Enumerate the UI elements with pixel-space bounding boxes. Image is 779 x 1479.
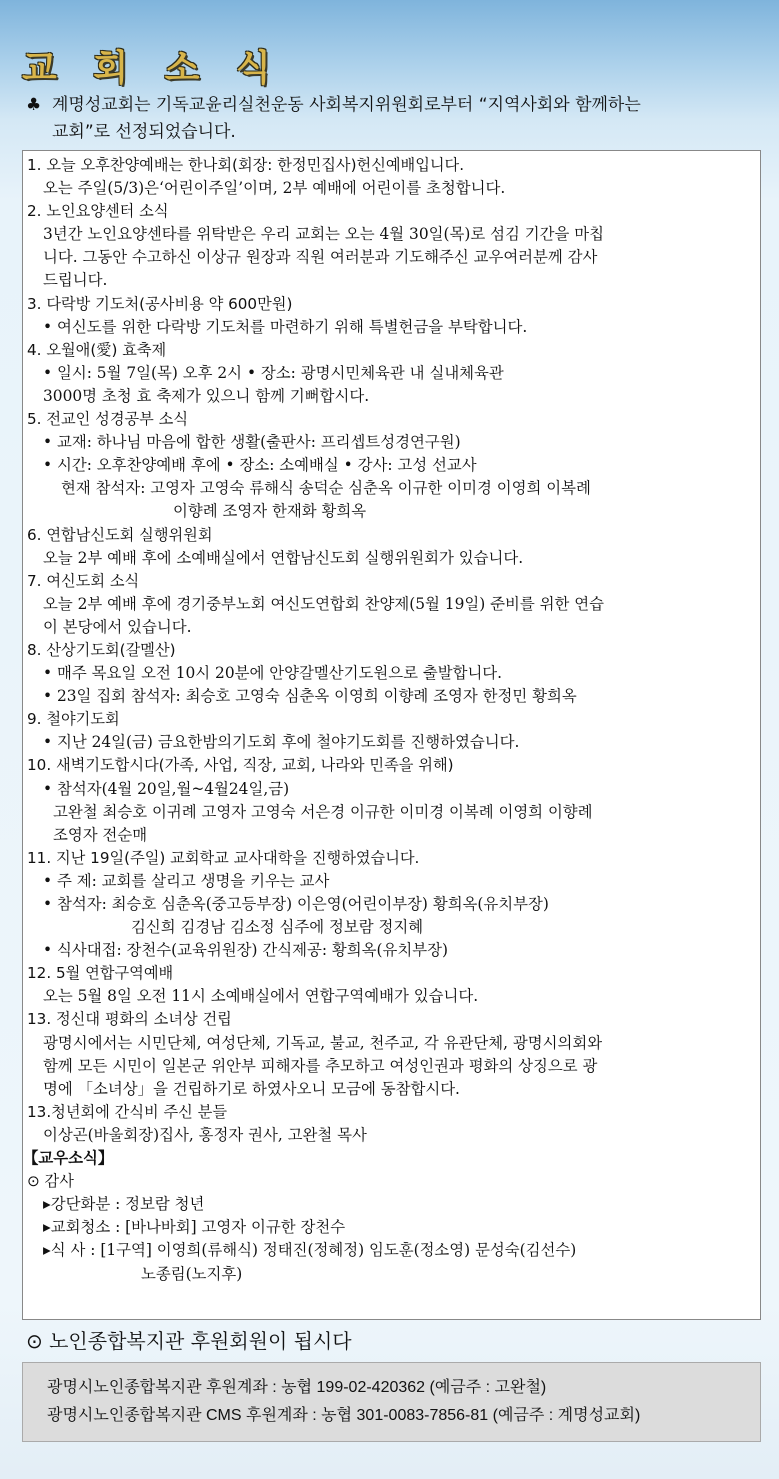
news-item-11-text: • 참석자: 최승호 심춘옥(중고등부장) 이은영(어린이부장) 황희옥(유치부장) — [43, 895, 549, 913]
thanks-item: ▸교회청소 : [바나바회] 고영자 이규한 장천수 — [43, 1218, 346, 1237]
news-item-5-text: 현재 참석자: 고영자 고영숙 류해식 송덕순 심춘옥 이규한 이미경 이영희 이복례 — [61, 479, 591, 498]
news-item-5-title: 5. 전교인 성경공부 소식 — [27, 410, 189, 429]
news-item-10-text: • 참석자(4월 20일,월~4월24일,금) — [43, 779, 290, 798]
intro-line-1: 계명성교회는 기독교윤리실천운동 사회복지위원회로부터 “지역사회와 함께하는 — [52, 95, 641, 115]
news-item-4-text: 3000명 초청 효 축제가 있으니 함께 기뻐합시다. — [43, 386, 370, 405]
news-item-8-title: 8. 산상기도회(갈멜산) — [27, 640, 176, 659]
news-item-11-text: 김신희 김경남 김소정 심주에 정보람 정지혜 — [131, 918, 424, 937]
member-news-heading: 【교우소식】 — [23, 1149, 114, 1168]
news-item-2-title: 2. 노인요양센터 소식 — [27, 202, 169, 221]
news-box — [22, 150, 761, 1320]
news-item-8-text: • 23일 집회 참석자: 최승호 고영숙 심춘옥 이영희 이향례 조영자 한정민 황희옥 — [43, 687, 577, 706]
news-item-11-title: 11. 지난 19일(주일) 교회학교 교사대학을 진행하였습니다. — [27, 848, 420, 867]
thanks-item: 노종림(노지후) — [141, 1264, 243, 1283]
news-item-9-text: • 지난 24일(금) 금요한밤의기도회 후에 철야기도회를 진행하였습니다. — [43, 733, 520, 752]
account-box — [22, 1362, 761, 1442]
support-heading: ⊙ 노인종합복지관 후원회원이 됩시다 — [26, 1329, 352, 1353]
news-item-11-text: • 식사대접: 장천수(교육위원장) 간식제공: 황희옥(유치부장) — [43, 941, 448, 960]
thanks-item: ▸식 사 : [1구역] 이영희(류해식) 정태진(정혜정) 임도훈(정소영) 문성숙(김선수) — [43, 1241, 577, 1260]
account-line-1: 광명시노인종합복지관 후원계좌 : 농협 199-02-420362 (예금주 : 고완철) — [47, 1379, 547, 1396]
club-icon: ♣ — [26, 95, 42, 115]
news-item-2-text: 드립니다. — [43, 271, 108, 290]
news-item-10-text: 고완철 최승호 이귀례 고영자 고영숙 서은경 이규한 이미경 이복례 이영희 이향례 — [53, 802, 593, 821]
intro-notice — [26, 92, 771, 146]
news-item-13-title: 13. 정신대 평화의 소녀상 건립 — [27, 1010, 232, 1029]
page-title: 교 회 소 식 — [22, 47, 283, 89]
news-item-6-text: 오늘 2부 예배 후에 소예배실에서 연합남신도회 실행위원회가 있습니다. — [43, 548, 524, 567]
news-item-10-text: 조영자 전순매 — [53, 825, 148, 844]
news-item-5-text: • 교재: 하나님 마음에 합한 생활(출판사: 프리셉트성경연구원) — [43, 433, 461, 452]
news-item-1-title: 1. 오늘 오후찬양예배는 한나회(회장: 한정민집사)헌신예배입니다. — [27, 156, 465, 174]
news-item-11-text: • 주 제: 교회를 살리고 생명을 키우는 교사 — [43, 871, 330, 890]
news-item-6-title: 6. 연합남신도회 실행위원회 — [27, 525, 213, 544]
news-item-5-text: 이향례 조영자 한재화 황희옥 — [173, 502, 367, 521]
news-item-5-text: • 시간: 오후찬양예배 후에 • 장소: 소예배실 • 강사: 고성 선교사 — [43, 456, 477, 475]
news-item-14-text: 이상곤(바울회장)집사, 홍정자 권사, 고완철 목사 — [43, 1125, 367, 1144]
news-item-2-text: 니다. 그동안 수고하신 이상규 원장과 직원 여러분과 기도해주신 교우여러분께 감사 — [43, 248, 598, 267]
news-item-4-title: 4. 오월애(愛) 효축제 — [27, 340, 167, 359]
news-item-7-text: 오늘 2부 예배 후에 경기중부노회 여신도연합회 찬양제(5월 19일) 준비를 위한 연습 — [43, 594, 604, 613]
intro-line-2: 교회”로 선정되었습니다. — [52, 122, 236, 142]
news-item-3-title: 3. 다락방 기도처(공사비용 약 600만원) — [27, 294, 293, 313]
news-item-12-text: 오는 5월 8일 오전 11시 소예배실에서 연합구역예배가 있습니다. — [43, 987, 479, 1006]
news-item-13-text: 명에 「소녀상」을 건립하기로 하였사오니 모금에 동참합시다. — [43, 1079, 460, 1098]
news-item-7-title: 7. 여신도회 소식 — [27, 571, 140, 590]
news-item-13-text: 광명시에서는 시민단체, 여성단체, 기독교, 불교, 천주교, 각 유관단체, 광명시의회와 — [43, 1033, 603, 1052]
news-item-3-text: • 여신도를 위한 다락방 기도처를 마련하기 위해 특별헌금을 부탁합니다. — [43, 317, 528, 336]
news-item-2-text: 3년간 노인요양센타를 위탁받은 우리 교회는 오는 4월 30일(목)로 섬김 기간을 마칩 — [43, 225, 604, 244]
news-item-12-title: 12. 5월 연합구역예배 — [27, 964, 174, 983]
news-item-9-title: 9. 철야기도회 — [27, 710, 120, 729]
news-item-14-title: 13.청년회에 간식비 주신 분들 — [27, 1102, 228, 1121]
thanks-item: ▸강단화분 : 정보람 청년 — [43, 1195, 205, 1214]
news-item-1-text: 오는 주일(5/3)은‘어린이주일’이며, 2부 예배에 어린이를 초청합니다. — [43, 179, 506, 198]
news-item-13-text: 함께 모든 시민이 일본군 위안부 피해자를 추모하고 여성인권과 평화의 상징으로 광 — [43, 1056, 598, 1075]
news-item-7-text: 이 본당에서 있습니다. — [43, 617, 192, 636]
news-item-4-text: • 일시: 5월 7일(목) 오후 2시 • 장소: 광명시민체육관 내 실내체육관 — [43, 363, 504, 382]
thanks-heading: ⊙ 감사 — [27, 1172, 74, 1191]
account-line-2: 광명시노인종합복지관 CMS 후원계좌 : 농협 301-0083-7856-81 (예금주 : 계명성교회) — [47, 1407, 641, 1424]
news-item-8-text: • 매주 목요일 오전 10시 20분에 안양갈멜산기도원으로 출발합니다. — [43, 664, 503, 683]
news-item-10-title: 10. 새벽기도합시다(가족, 사업, 직장, 교회, 나라와 민족을 위해) — [27, 756, 454, 775]
